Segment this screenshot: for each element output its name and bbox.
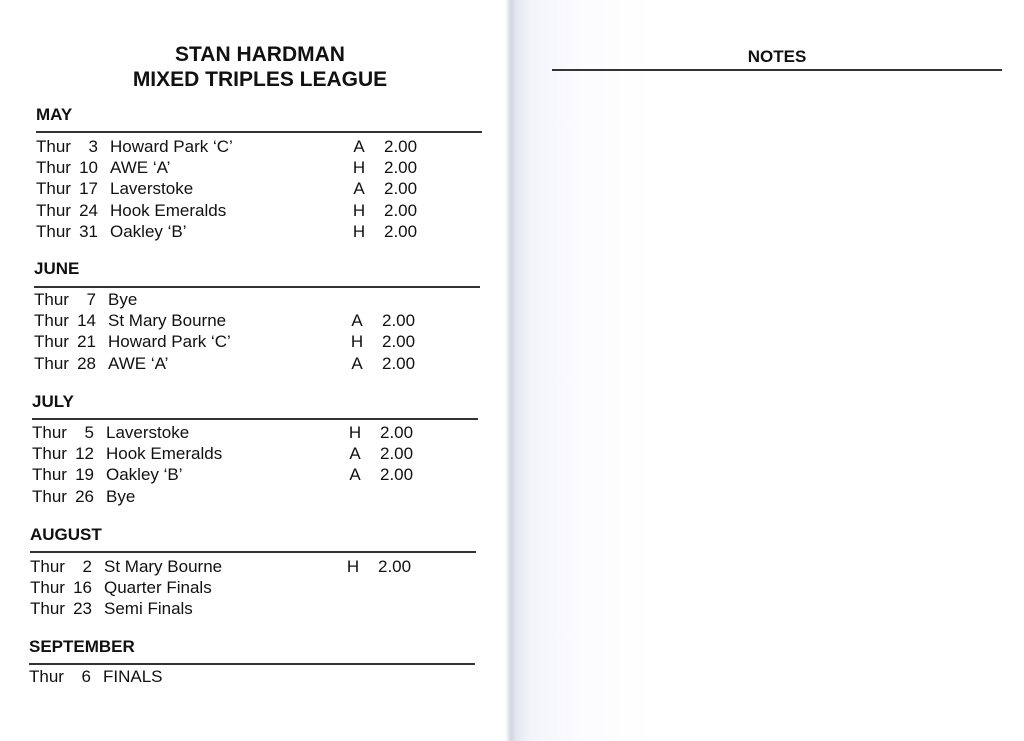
- fixture-day: Thur: [34, 311, 69, 331]
- fixture-row: [36, 157, 436, 178]
- fixture-venue: H: [352, 200, 366, 220]
- month-heading-july: JULY: [32, 392, 74, 411]
- fixture-team: Oakley ‘B’: [106, 465, 183, 485]
- fixture-row: [30, 556, 430, 577]
- fixture-day: Thur: [29, 667, 64, 686]
- fixture-row: [32, 486, 432, 507]
- fixture-date: 5: [84, 423, 94, 442]
- fixture-team: Howard Park ‘C’: [110, 137, 233, 156]
- fixture-day: Thur: [30, 599, 65, 619]
- fixture-team: Laverstoke: [110, 179, 194, 199]
- fixture-time: 2.00: [384, 200, 418, 220]
- fixture-day: Thur: [36, 158, 71, 178]
- fixture-team: AWE ‘A’: [110, 158, 171, 178]
- month-heading-august: AUGUST: [30, 525, 102, 544]
- fixture-team: Laverstoke: [106, 423, 190, 442]
- fixture-date: 19: [75, 465, 94, 485]
- fixture-date: 3: [88, 137, 98, 156]
- fixture-row: [32, 443, 432, 464]
- fixture-date: 7: [86, 290, 96, 309]
- fixture-date: 26: [75, 486, 94, 506]
- fixture-venue: H: [346, 557, 360, 576]
- fixture-date: 2: [82, 557, 92, 576]
- fixture-team: FINALS: [103, 667, 163, 686]
- fixture-day: Thur: [34, 290, 69, 309]
- fixture-time: 2.00: [384, 179, 418, 199]
- fixture-team: St Mary Bourne: [104, 557, 223, 576]
- fixture-team: Bye: [106, 486, 136, 506]
- month-divider: [30, 551, 476, 553]
- month-divider: [34, 286, 480, 288]
- month-heading-june: JUNE: [34, 259, 80, 278]
- month-divider: [32, 418, 478, 420]
- fixture-team: Hook Emeralds: [106, 444, 223, 464]
- fixture-date: 28: [77, 353, 96, 373]
- fixture-row: [34, 331, 434, 352]
- fixture-row: [29, 666, 429, 687]
- fixture-date: 24: [79, 200, 98, 220]
- month-heading-september: SEPTEMBER: [29, 637, 135, 656]
- fixture-date: 6: [81, 667, 91, 686]
- fixture-row: [30, 577, 430, 598]
- fixture-date: 21: [77, 332, 96, 352]
- fixture-time: 2.00: [384, 221, 418, 241]
- fixture-time: 2.00: [384, 137, 418, 156]
- fixture-row: [32, 464, 432, 485]
- fixture-team: St Mary Bourne: [108, 311, 227, 331]
- fixture-row: [36, 136, 436, 157]
- fixture-time: 2.00: [380, 465, 414, 485]
- fixture-row: [36, 200, 436, 221]
- fixture-venue: A: [353, 137, 365, 156]
- fixture-day: Thur: [32, 465, 67, 485]
- fixture-row: [34, 310, 434, 331]
- fixture-team: Semi Finals: [104, 599, 193, 619]
- fixture-row: [30, 598, 430, 619]
- fixture-venue: H: [352, 221, 366, 241]
- fixture-day: Thur: [34, 353, 69, 373]
- fixture-venue: H: [348, 423, 362, 442]
- fixture-venue: H: [352, 158, 366, 178]
- fixture-venue: A: [353, 179, 365, 199]
- page-fold: [505, 0, 517, 741]
- fixture-time: 2.00: [380, 423, 414, 442]
- fixture-date: 10: [79, 158, 98, 178]
- fixture-day: Thur: [32, 423, 67, 442]
- notes-divider: [552, 69, 1002, 71]
- title-line-1: STAN HARDMAN: [175, 43, 345, 66]
- fixture-venue: A: [349, 444, 361, 464]
- fixture-day: Thur: [32, 486, 67, 506]
- fixture-date: 14: [77, 311, 96, 331]
- fixture-team: Hook Emeralds: [110, 200, 227, 220]
- month-divider: [29, 663, 475, 665]
- fixture-row: [34, 353, 434, 374]
- notes-title: NOTES: [747, 47, 807, 66]
- fixture-venue: A: [351, 353, 363, 373]
- fixture-day: Thur: [30, 578, 65, 598]
- fixture-row: [34, 289, 434, 310]
- fixture-row: [36, 221, 436, 242]
- fixture-time: 2.00: [382, 332, 416, 352]
- fixture-date: 12: [75, 444, 94, 464]
- right-page: [512, 0, 1024, 741]
- fixture-team: AWE ‘A’: [108, 353, 169, 373]
- month-heading-may: MAY: [36, 105, 73, 124]
- fixture-day: Thur: [36, 179, 71, 199]
- fixture-venue: A: [349, 465, 361, 485]
- fixture-time: 2.00: [382, 353, 416, 373]
- fixture-row: [36, 178, 436, 199]
- fixture-day: Thur: [36, 200, 71, 220]
- fixture-date: 17: [79, 179, 98, 199]
- fixture-date: 16: [73, 578, 92, 598]
- fixture-day: Thur: [36, 137, 71, 156]
- fixture-date: 31: [79, 221, 98, 241]
- fixture-team: Bye: [108, 290, 138, 309]
- league-title: [60, 42, 460, 92]
- fixture-time: 2.00: [378, 557, 412, 576]
- fixture-day: Thur: [36, 221, 71, 241]
- fixture-time: 2.00: [380, 444, 414, 464]
- fixture-day: Thur: [34, 332, 69, 352]
- title-line-2: MIXED TRIPLES LEAGUE: [132, 68, 388, 91]
- fixture-team: Howard Park ‘C’: [108, 332, 231, 352]
- fixture-day: Thur: [32, 444, 67, 464]
- fixture-venue: A: [351, 311, 363, 331]
- month-divider: [36, 131, 482, 133]
- fixture-team: Oakley ‘B’: [110, 221, 187, 241]
- fixture-time: 2.00: [382, 311, 416, 331]
- fixture-team: Quarter Finals: [104, 578, 212, 598]
- fixture-day: Thur: [30, 557, 65, 576]
- fixture-date: 23: [73, 599, 92, 619]
- fixture-row: [32, 422, 432, 443]
- fixture-venue: H: [350, 332, 364, 352]
- fixture-time: 2.00: [384, 158, 418, 178]
